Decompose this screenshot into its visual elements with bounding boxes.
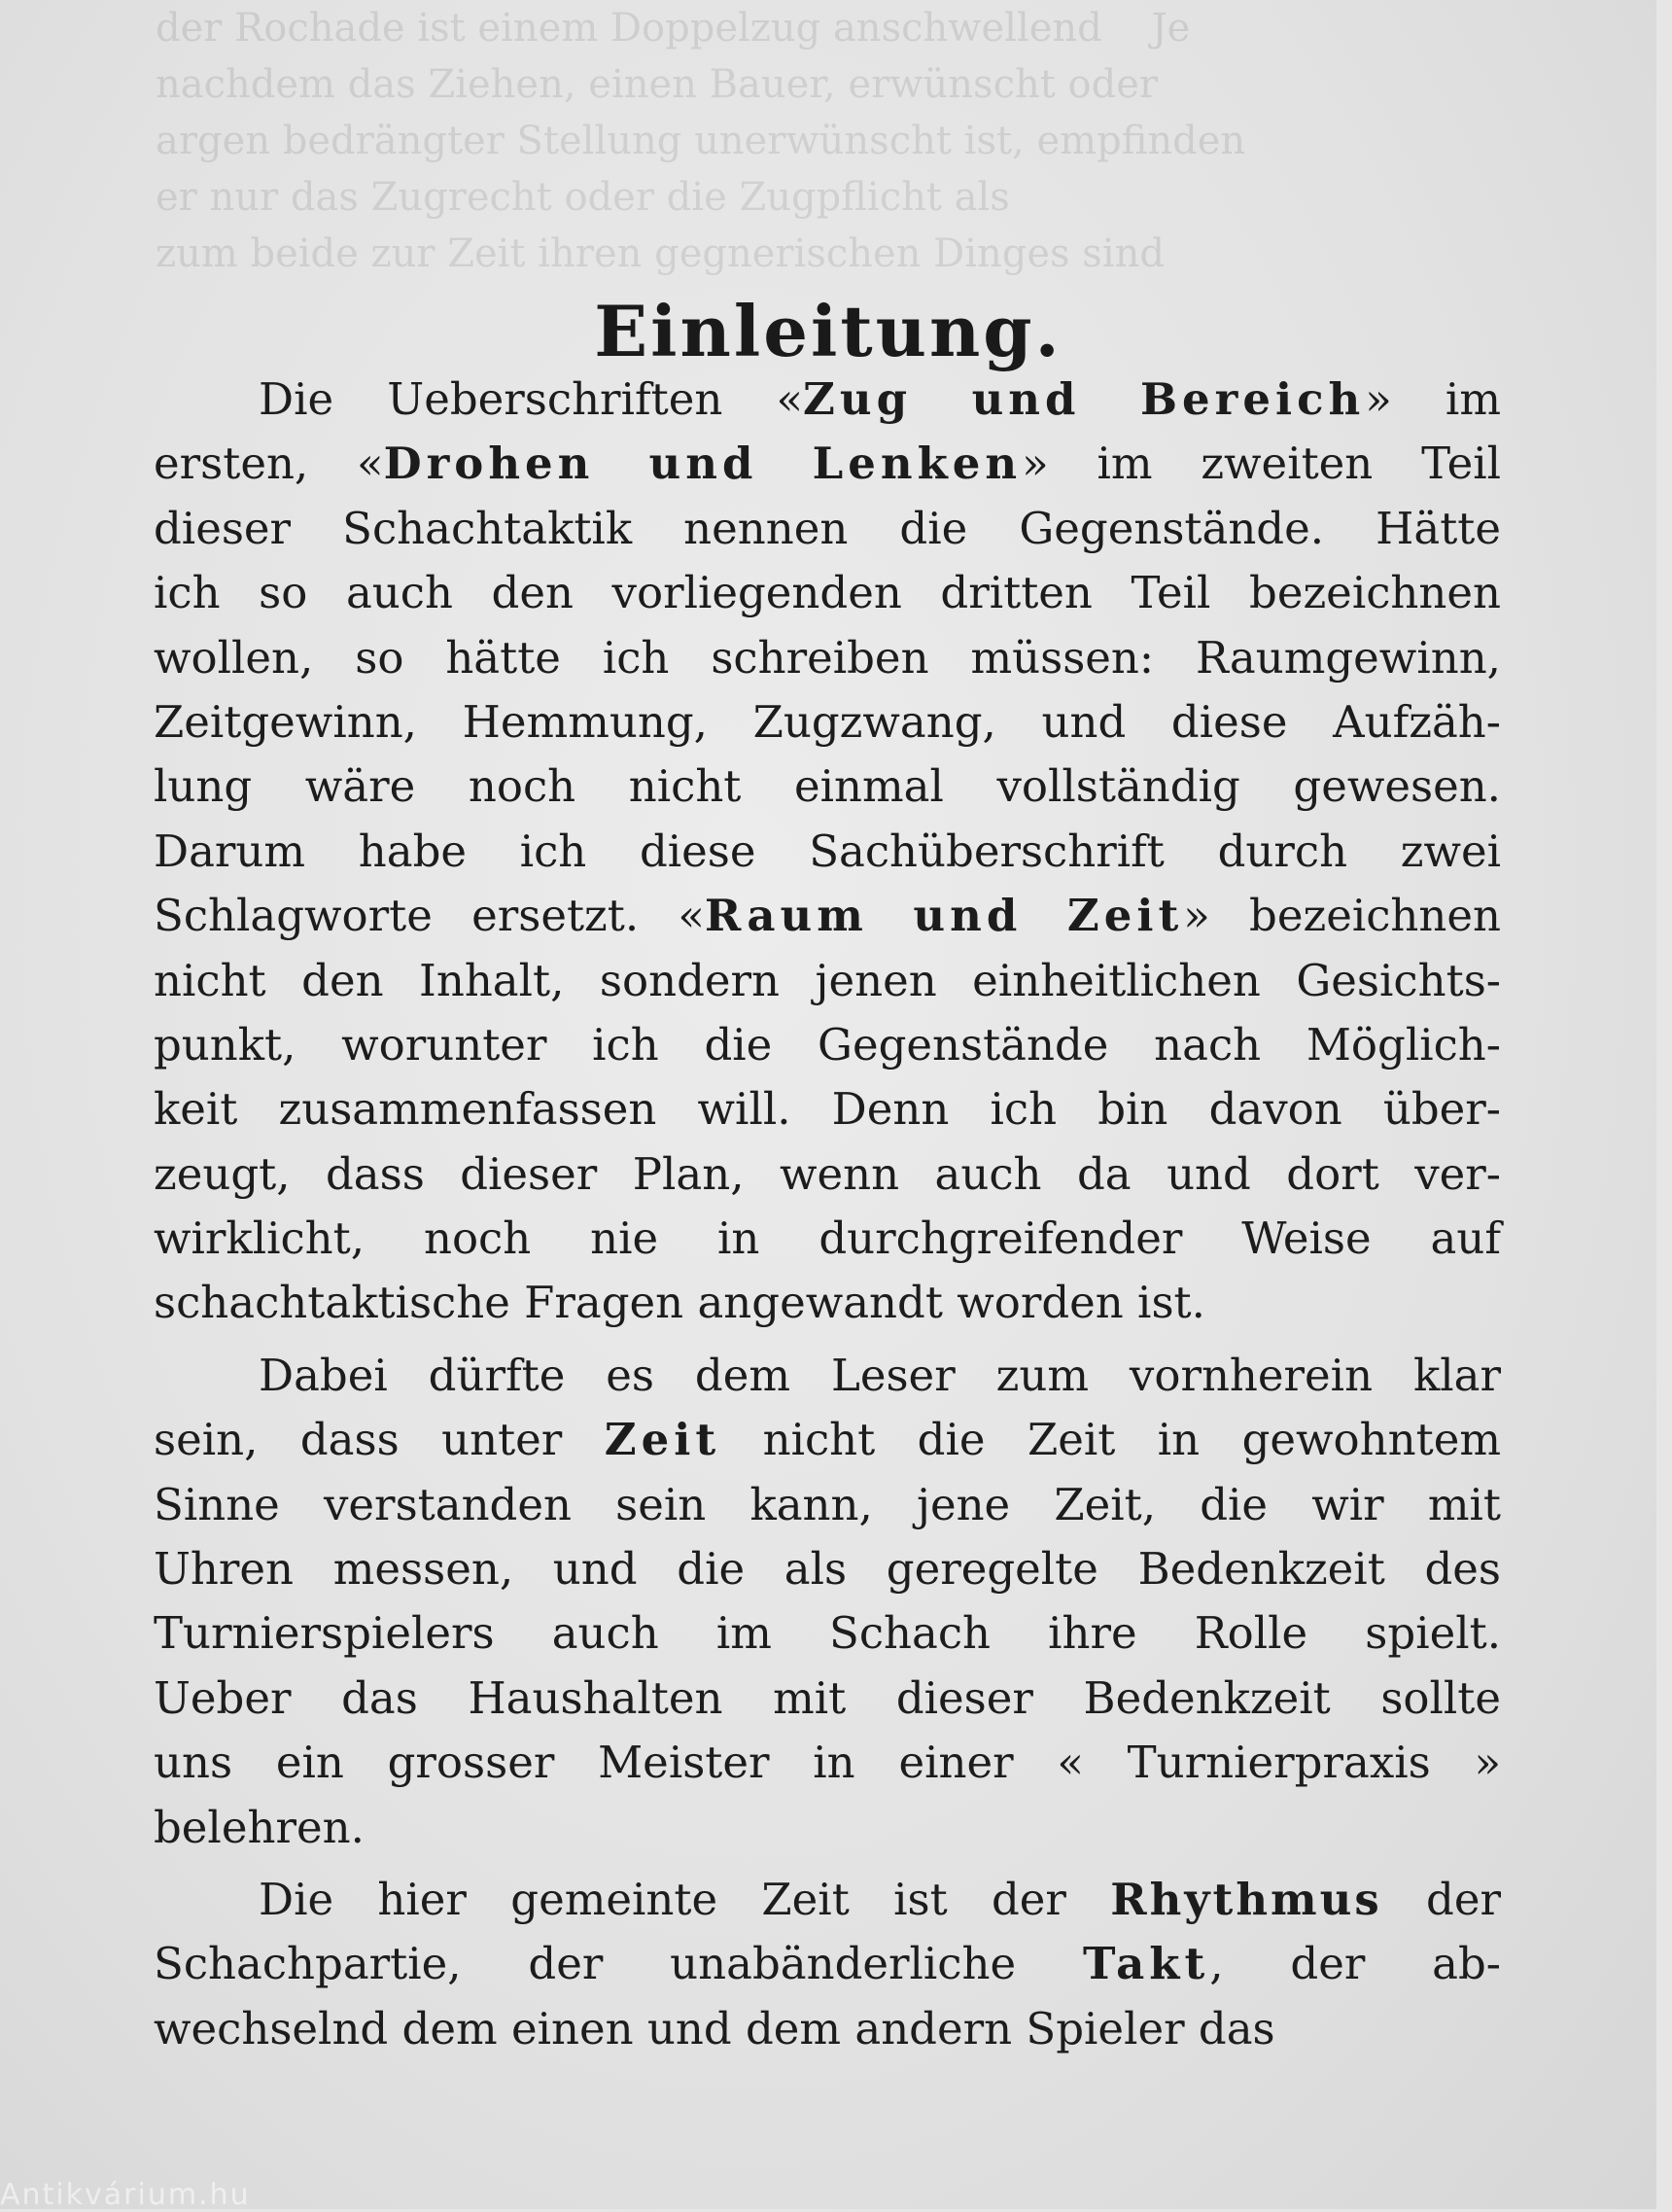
bold-emphasis: Rhythmus (1110, 1873, 1382, 1925)
text-run: » im (1365, 373, 1501, 425)
text-line (154, 1731, 1501, 1795)
text-run: Sinne verstanden sein kann, jene Zeit, die wir mit (154, 1478, 1501, 1530)
text-line (154, 1013, 1501, 1077)
text-line (154, 1868, 1501, 1932)
text-run: Die Ueberschriften « (259, 373, 804, 425)
text-line (154, 884, 1501, 948)
text-run: Dabei dürfte es dem Leser zum vornherein klar (259, 1349, 1501, 1401)
text-run: punkt, worunter ich die Gegenstände nach Möglich- (154, 1018, 1501, 1071)
spaced-emphasis: Raum und Zeit (704, 890, 1184, 942)
text-run: Uhren messen, und die als geregelte Bedenkzeit des (154, 1543, 1501, 1596)
page-title: Einleitung. (594, 290, 1062, 373)
text-run: wechselnd dem einen und dem andern Spieler das (154, 2002, 1275, 2054)
text-line (154, 1932, 1501, 1996)
text-line (154, 497, 1501, 561)
text-run: nicht den Inhalt, sondern jenen einheitlichen Gesichts- (154, 954, 1501, 1006)
spaced-emphasis: Zeit (604, 1414, 721, 1466)
spaced-emphasis: Zug und Bereich (803, 373, 1366, 425)
text-run: » im zweiten Teil (1022, 438, 1502, 490)
text-run: Ueber das Haushalten mit dieser Bedenkzeit sollte (154, 1671, 1501, 1724)
text-run: uns ein grosser Meister in einer « Turnierpraxis » (154, 1737, 1501, 1789)
text-run: schachtaktische Fragen angewandt worden ist. (154, 1277, 1205, 1329)
text-run: , der ab- (1209, 1938, 1501, 1990)
text-run: ich so auch den vorliegenden dritten Teil bezeichnen (154, 567, 1501, 619)
paragraph-3 (154, 1868, 1501, 2061)
text-line (154, 561, 1501, 625)
text-line (154, 1601, 1501, 1666)
text-run: sein, dass unter (154, 1414, 605, 1466)
text-line (154, 1537, 1501, 1601)
watermark-logo: Antikvárium.hu (0, 2178, 251, 2212)
text-run: Schlagworte ersetzt. « (154, 890, 705, 942)
paragraph-2 (154, 1344, 1501, 1860)
text-run: Darum habe ich diese Sachüberschrift durch zwei (154, 825, 1501, 877)
text-run: » bezeichnen (1183, 890, 1502, 942)
text-line (154, 1344, 1501, 1408)
bleed-through-text: der Rochade ist einem Doppelzug anschwellend Je nachdem das Ziehen, einen Bauer, erwünscht oder argen bedrängter Stellung unerwünscht ist, empfinden er nur das Zugrecht oder die Zugpflicht als zum beide zur Zeit ihren gegnerischen Dinges sind (156, 6, 1246, 276)
spaced-emphasis: Drohen und Lenken (383, 438, 1023, 490)
text-run: Turnierspielers auch im Schach ihre Rolle spielt. (154, 1607, 1501, 1660)
text-line (154, 368, 1501, 432)
text-line (154, 1667, 1501, 1731)
text-run: wollen, so hätte ich schreiben müssen: Raumgewinn, (154, 631, 1501, 684)
text-line (154, 1796, 1501, 1860)
text-run: der (1381, 1873, 1501, 1925)
text-run: ersten, « (154, 438, 384, 490)
text-run: zeugt, dass dieser Plan, wenn auch da und dort ver- (154, 1147, 1501, 1200)
text-run: belehren. (154, 1801, 365, 1853)
text-line (154, 1408, 1501, 1472)
text-line (154, 1077, 1501, 1141)
text-run: Schachpartie, der unabänderliche (154, 1938, 1083, 1990)
text-line (154, 1473, 1501, 1537)
text-line (154, 820, 1501, 884)
paragraph-1 (154, 368, 1501, 1336)
text-run: nicht die Zeit in gewohntem (720, 1414, 1501, 1466)
text-line (154, 1207, 1501, 1271)
text-line (154, 690, 1501, 755)
text-line (154, 626, 1501, 690)
text-run: lung wäre noch nicht einmal vollständig gewesen. (154, 760, 1501, 813)
body-text (154, 368, 1501, 2061)
text-line (154, 949, 1501, 1013)
text-line (154, 1142, 1501, 1207)
text-line (154, 1997, 1501, 2061)
text-run: Zeitgewinn, Hemmung, Zugzwang, und diese Aufzäh- (154, 695, 1501, 748)
text-run: keit zusammenfassen will. Denn ich bin davon über- (154, 1083, 1501, 1136)
text-run: Die hier gemeinte Zeit ist der (259, 1873, 1111, 1925)
text-line (154, 755, 1501, 819)
spaced-emphasis: Takt (1082, 1938, 1210, 1990)
text-line (154, 1271, 1501, 1335)
text-run: wirklicht, noch nie in durchgreifender Weise auf (154, 1212, 1501, 1265)
text-line (154, 432, 1501, 496)
text-run: dieser Schachtaktik nennen die Gegenstände. Hätte (154, 502, 1501, 554)
